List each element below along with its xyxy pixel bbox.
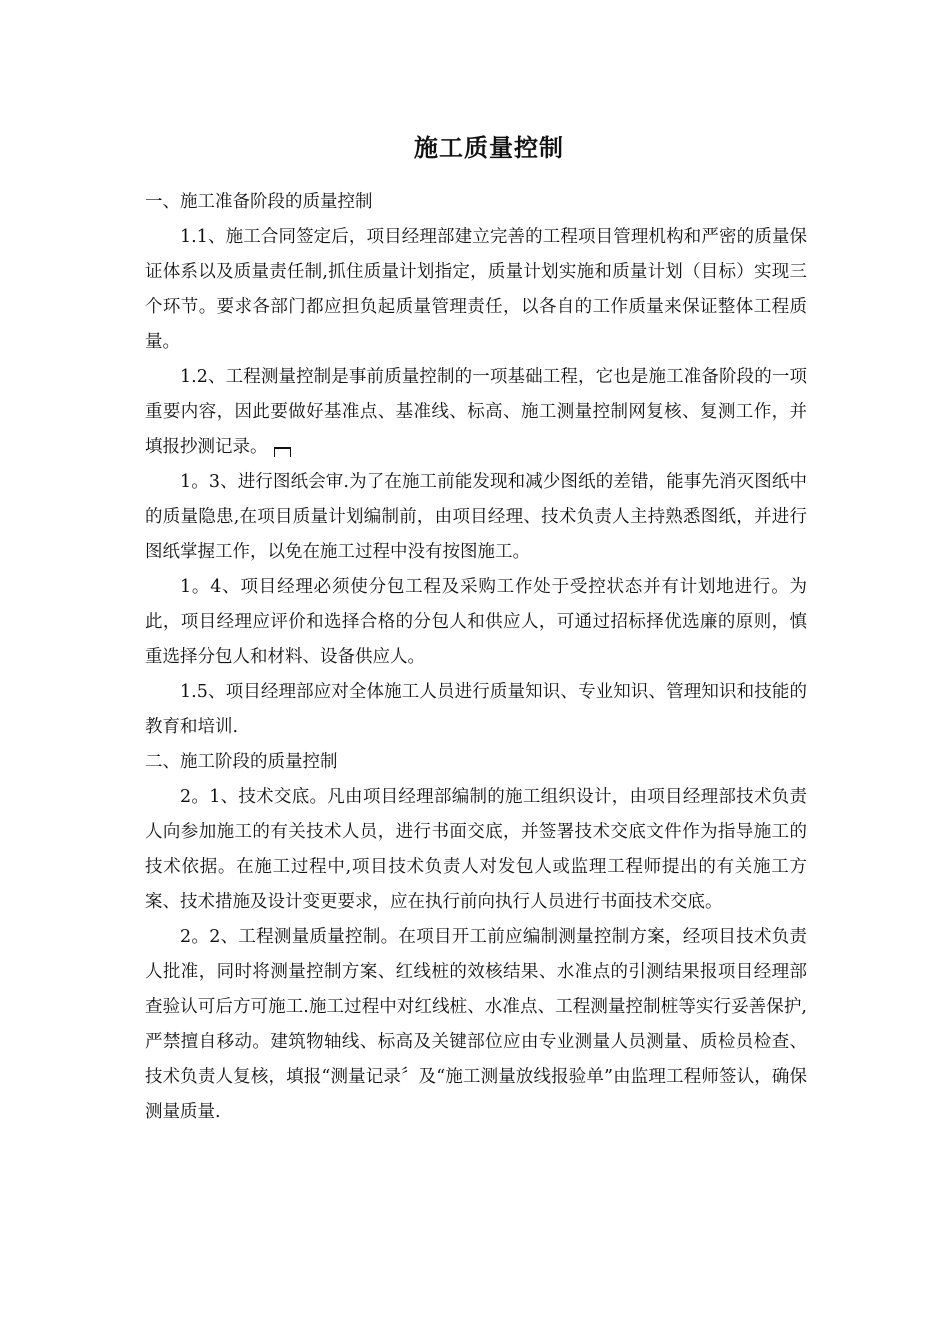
section-heading-2: 二、施工阶段的质量控制 [145,752,338,772]
paragraph-1-4: 1。4、项目经理必须使分包工程及采购工作处于受控状态并有计划地进行。为此，项目经理应评价和选择合格的分包人和供应人，可通过招标择优选廉的原则，慎重选择分包人和材料、设备供应人。 [145,577,807,667]
paragraph-1-2 [145,360,807,465]
paragraph-1-1: 1.1、施工合同签定后，项目经理部建立完善的工程项目管理机构和严密的质量保证体系以及质量责任制,抓住质量计划指定，质量计划实施和质量计划（目标）实现三个环节。要求各部门都应担负起质量管理责任，以各自的工作质量来保证整体工程质量。 [145,227,807,352]
section-heading-1: 一、施工准备阶段的质量控制 [145,192,373,212]
paragraph-2-2: 2。2、工程测量质量控制。在项目开工前应编制测量控制方案，经项目技术负责人批准，同时将测量控制方案、红线桩的效核结果、水准点的引测结果报项目经理部查验认可后方可施工.施工过程中对红线桩、水准点、工程测量控制桩等实行妥善保护,严禁擅自移动。建筑物轴线、标高及关键部位应由专业测量人员测量、质检员检查、技术负责人复核，填报“测量记录〞及“施工测量放线报验单”由监理工程师签认，确保测量质量. [145,927,807,1122]
paragraph-1-2-text: 1.2、工程测量控制是事前质量控制的一项基础工程，它也是施工准备阶段的一项重要内容，因此要做好基准点、基准线、标高、施工测量控制网复核、复测工作，并填报抄测记录。 [145,367,807,457]
paragraph-2-1: 2。1、技术交底。凡由项目经理部编制的施工组织设计，由项目经理部技术负责人向参加施工的有关技术人员，进行书面交底，并签署技术交底文件作为指导施工的技术依据。在施工过程中,项目技术负责人对发包人或监理工程师提出的有关施工方案、技术措施及设计变更要求，应在执行前向执行人员进行书面技术交底。 [145,787,807,912]
edit-mark-icon [274,447,291,457]
paragraph-1-3: 1。3、进行图纸会审.为了在施工前能发现和减少图纸的差错，能事先消灭图纸中的质量隐患,在项目质量计划编制前，由项目经理、技术负责人主持熟悉图纸，并进行图纸掌握工作，以免在施工过程中没有按图施工。 [145,472,807,562]
paragraph-1-5: 1.5、项目经理部应对全体施工人员进行质量知识、专业知识、管理知识和技能的教育和培训. [145,682,807,737]
page-title: 施工质量控制 [414,134,564,162]
document-body [145,185,807,1130]
